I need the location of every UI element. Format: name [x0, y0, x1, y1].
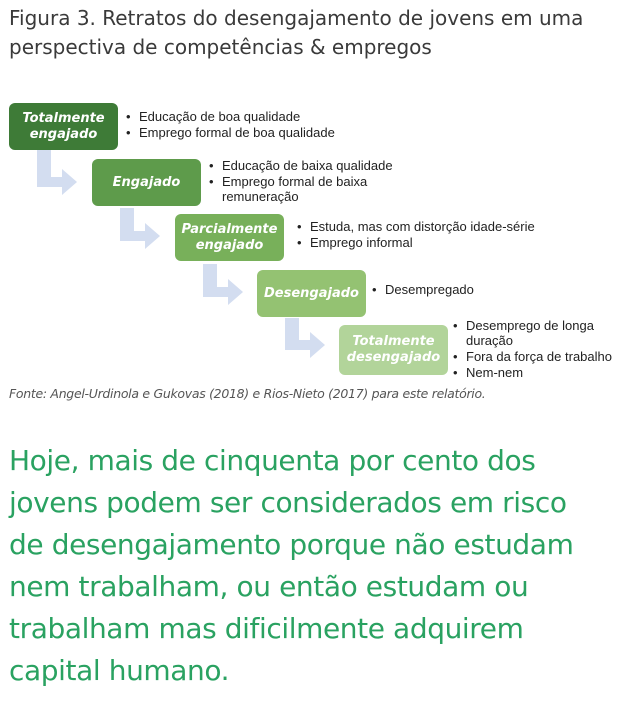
level-box-engajado — [92, 159, 201, 206]
level-bullets-3 — [297, 219, 597, 251]
bullet-item: • Educação de boa qualidade — [126, 109, 426, 124]
bullet-item: • Emprego formal de boa qualidade — [126, 125, 426, 140]
bullet-item: • Nem-nem — [453, 365, 633, 380]
pull-quote-line: de desengajamento porque não estudam — [9, 528, 574, 561]
pull-quote — [9, 440, 634, 692]
step-arrow — [37, 150, 77, 195]
figure-source: Fonte: Angel-Urdinola e Gukovas (2018) e Rios-Nieto (2017) para este relatório. — [9, 386, 486, 401]
pull-quote-line: capital humano. — [9, 654, 230, 687]
level-label-line: Totalmente — [22, 110, 105, 126]
pull-quote-line: nem trabalham, ou então estudam ou — [9, 570, 529, 603]
bullet-item: • Educação de baixa qualidade — [209, 158, 409, 173]
level-bullets-5 — [453, 318, 633, 381]
bullet-item: • Emprego formal de baixa remuneração — [209, 174, 409, 204]
level-label-line: Parcialmente — [181, 221, 278, 237]
level-label-line: Desengajado — [264, 285, 359, 301]
bullet-item: • Desemprego de longa duração — [453, 318, 633, 348]
level-label-line: engajado — [195, 237, 264, 253]
figure-title-line: Figura 3. Retratos do desengajamento de jovens em uma — [9, 6, 584, 30]
level-bullets-1 — [126, 109, 426, 141]
step-arrow — [203, 264, 243, 305]
level-bullets-2 — [209, 158, 409, 205]
level-bullets-4 — [372, 282, 572, 298]
level-box-desengajado — [257, 270, 366, 317]
bullet-item: • Estuda, mas com distorção idade-série — [297, 219, 597, 234]
bullet-item: • Fora da força de trabalho — [453, 349, 633, 364]
level-label-line: desengajado — [346, 350, 441, 365]
level-label-line: Engajado — [112, 174, 181, 190]
pull-quote-line: jovens podem ser considerados em risco — [9, 486, 567, 519]
step-arrow — [120, 208, 160, 249]
pull-quote-line: trabalham mas dificilmente adquirem — [9, 612, 524, 645]
level-box-parcialmente-engajado — [175, 214, 284, 261]
step-arrow — [285, 318, 325, 358]
figure-title-line: perspectiva de competências & empregos — [9, 35, 432, 59]
level-label-line: engajado — [29, 126, 98, 142]
bullet-item: • Emprego informal — [297, 235, 597, 250]
bullet-item: • Desempregado — [372, 282, 572, 297]
pull-quote-line: Hoje, mais de cinquenta por cento dos — [9, 444, 536, 477]
level-box-totalmente-engajado — [9, 103, 118, 150]
level-box-totalmente-desengajado — [339, 325, 448, 375]
level-label-line: Totalmente — [352, 334, 435, 349]
